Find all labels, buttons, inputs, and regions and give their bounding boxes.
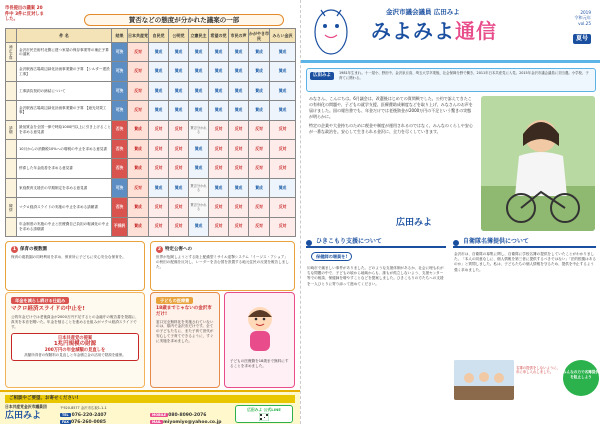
- row-result: 可決: [112, 62, 128, 81]
- pension-text: 公的年金だけでは老後資金が2000万円不足するとの金融庁の報告書を発端に、真実を本音を聞いた。年金を削ることを進める仕組みがマクロ経済スライドです。: [11, 315, 139, 329]
- sdf-photo-caption: 名簿の提供をしないように、市に申し入れしました。: [516, 366, 561, 375]
- vote-cell: 反対: [249, 120, 270, 139]
- vote-cell: 反対: [270, 198, 296, 217]
- row-result: 否決: [112, 198, 128, 217]
- vote-cell: 賛成: [169, 101, 189, 120]
- section-hikikomori-title: [306, 238, 446, 248]
- header-col-1: 結果: [112, 29, 128, 43]
- pension-banner: 年金を減らし続ける仕組み: [11, 297, 69, 304]
- vote-cell: 反対: [229, 159, 249, 178]
- vote-cell: 反対: [209, 120, 229, 139]
- box-nursery-head: [11, 246, 139, 253]
- vote-cell: 反対: [270, 120, 296, 139]
- vote-cell: 賛否分かれる: [189, 120, 209, 139]
- row-category: 請願: [6, 120, 17, 139]
- row-category: [6, 139, 17, 158]
- vote-cell: 反対: [229, 139, 249, 158]
- row-title: 工事請負契約の締結について: [17, 81, 112, 100]
- row-title: 金沢駅西広場周辺緑化計画事業費の予算 【遮光効果工事】: [17, 101, 112, 120]
- vote-cell: 賛成: [209, 81, 229, 100]
- vote-cell: 賛成: [189, 139, 209, 158]
- vote-cell: 反対: [229, 120, 249, 139]
- mobile-number[interactable]: 080-8090-2076: [168, 413, 207, 418]
- child-medical-banner: 子どもの医療費: [156, 297, 193, 304]
- vote-cell: 反対: [209, 159, 229, 178]
- box-pension: [5, 292, 145, 388]
- vote-cell: 賛成: [209, 43, 229, 62]
- tel-number[interactable]: 076-220-2407: [71, 413, 107, 418]
- masthead-date: 2019 令和元年 vol.25: [574, 10, 591, 26]
- line-account-label: 広田みよ 公式LINE: [247, 407, 281, 412]
- child-medical-head: 18歳までじゃないの金沢市だけ!: [156, 306, 212, 317]
- child-illustration-icon: [230, 297, 290, 357]
- vote-cell: 賛成: [270, 43, 296, 62]
- box-missile-head: [156, 246, 289, 253]
- header-cat: [6, 29, 17, 43]
- vote-cell: 賛成: [189, 101, 209, 120]
- contact-party: 日本共産党金沢市議員団: [5, 404, 47, 409]
- vote-cell: 賛成: [249, 43, 270, 62]
- fax-tag: FAX: [62, 420, 69, 424]
- row-title: 停滞した年金改善を求める意見書: [17, 159, 112, 178]
- vote-table-body: [6, 43, 296, 237]
- vote-cell: 賛成: [189, 217, 209, 236]
- profile-tag: 広田みよ: [310, 72, 334, 80]
- vote-cell: 賛成: [128, 139, 149, 158]
- vote-cell: 賛成: [229, 101, 249, 120]
- row-category: [6, 62, 17, 81]
- masthead-subtitle: 金沢市議会議員 広田みよ: [386, 8, 460, 16]
- vote-cell: 賛成: [270, 178, 296, 197]
- section-dot-icon: [453, 240, 459, 246]
- vote-cell: 賛成: [209, 178, 229, 197]
- vote-cell: 賛成: [169, 62, 189, 81]
- mobile-tag: MOBILE: [152, 413, 167, 417]
- jcp-proposal: [11, 333, 139, 361]
- contact-banner: ご相談やご要望、お寄せください!: [5, 395, 295, 403]
- header-col-9: みらい金沢: [270, 29, 296, 43]
- row-result: 可決: [112, 81, 128, 100]
- row-result: 否決: [112, 120, 128, 139]
- header-col-7: 市民の声: [229, 29, 249, 43]
- meeting-photo-icon: [454, 360, 514, 400]
- vote-cell: 賛成: [189, 81, 209, 100]
- child-illustration-text: 子どもの医療費を18歳まで無料にすることを求めました。: [230, 359, 289, 369]
- row-result: 否決: [112, 139, 128, 158]
- vote-cell: 反対: [149, 198, 169, 217]
- vote-cell: 賛成: [249, 62, 270, 81]
- vote-cell: 賛成: [189, 43, 209, 62]
- proposal-head: 日本共産党の提案: [57, 335, 93, 341]
- table-row: [6, 139, 296, 158]
- vote-cell: 反対: [149, 217, 169, 236]
- table-row: [6, 62, 296, 81]
- row-title: 最低賃金を全国一律で時給1000円以上に引き上げることを求める意見書: [17, 120, 112, 139]
- header-col-5: 立憲民主: [189, 29, 209, 43]
- box-missile-title: 特定公害への: [165, 247, 192, 252]
- section-dot-icon: [306, 240, 312, 246]
- header-col-2: 日本共産党: [128, 29, 149, 43]
- contact-address: 〒920-8577 金沢市広坂1-1-1: [60, 406, 107, 410]
- vote-cell: 反対: [209, 198, 229, 217]
- greeting-para-1: みなさん、こんにちは。6月議会は、改選後はじめての質問戦でした。公約で訴えてきたこの有料化の問題や、子どもの就学支援、医療費助成制度などを取り上げ、みなさんのお声を届けました。国の報告書でも、年金だけでは老後資金が2000万円の不足という驚きの実態が明らかに。: [309, 96, 473, 119]
- table-row: [6, 81, 296, 100]
- pension-headline: マクロ経済スライドの中止を!: [11, 306, 85, 313]
- row-title: 家庭教育支援法の早期制定を求める意見書: [17, 178, 112, 197]
- row-category: [6, 101, 17, 120]
- row-category: [6, 81, 17, 100]
- vote-cell: 賛成: [270, 81, 296, 100]
- table-row: [6, 159, 296, 178]
- line-account[interactable]: [235, 405, 293, 423]
- proposal-mid: 200万円の年金減額の見直しを: [44, 347, 106, 353]
- vote-cell: 反対: [249, 217, 270, 236]
- vote-cell: 賛成: [128, 217, 149, 236]
- mail-address[interactable]: miyomiyo@yahoo.co.jp: [163, 420, 222, 424]
- section-sdf-body: 金沢市は、自衛隊の募集に関し、自衛隊に学校名簿の提供をしていたことがわかりました。「本人の同意なしに、個人情報を第三者に提供するべきではない」「法的根拠はあるのか」と質問しました。私は、子どもたちの個人情報を守るため、提供を中止するよう強く求めました。: [454, 252, 596, 272]
- table-row: [6, 43, 296, 62]
- vote-cell: 賛成: [229, 178, 249, 197]
- vote-cell: 反対: [229, 198, 249, 217]
- intro-note: 市長提出の議案 20件中 3件に反対しました。: [5, 6, 44, 23]
- vote-cell: 反対: [270, 159, 296, 178]
- masthead-issue: 夏号: [573, 34, 591, 44]
- vote-cell: 反対: [249, 139, 270, 158]
- section-hikikomori-label: ひきこもり支援について: [316, 238, 382, 245]
- vote-cell: 賛成: [149, 43, 169, 62]
- section-hikikomori-body: 川崎市で痛ましい事件がありました。どのような支援体制があるか、社会に埋もれがちな問題の中で、子どもの頃から地域からも、誰もが孤立しないよう、支援センター等での相談、保健師を増やすことなどを提案しました。ひきこもりの方たちへの支援を一人ひとりに寄り添って進めてください。: [307, 266, 444, 286]
- header-col-0: 件 名: [17, 29, 112, 43]
- line-qr-icon: [259, 413, 269, 421]
- mail-tag: MAIL: [152, 420, 162, 424]
- row-title: 金沢駅西広場周辺緑化計画事業費の予算 【シルター建設工事】: [17, 62, 112, 81]
- box-child-medical: [150, 292, 220, 388]
- box-nursery-title: 保育の複数園: [20, 247, 47, 252]
- box-nursery: [5, 241, 145, 291]
- vote-cell: 賛成: [270, 62, 296, 81]
- proposal-small: 高額所得者の保険料の見直しと年金積立金の活用で財源を確保。: [24, 353, 126, 358]
- table-row: [6, 198, 296, 217]
- vote-cell: 賛成: [149, 101, 169, 120]
- masthead-stripe: [301, 60, 600, 63]
- row-result: 可決: [112, 43, 128, 62]
- contact-bar: [0, 390, 300, 424]
- masthead-title: [371, 19, 497, 44]
- vote-cell: 反対: [169, 159, 189, 178]
- vote-cell: 賛成: [169, 43, 189, 62]
- vote-cell: 賛否分かれる: [189, 178, 209, 197]
- vote-cell: 反対: [270, 217, 296, 236]
- row-category: 補正予算: [6, 43, 17, 62]
- row-category: 陳情: [6, 198, 17, 217]
- child-medical-text: 窓口完全無料化を実施されていないのは、県内で金沢市だけです。全ての子どもたちに、また子育て世代が安心して子育てできるように、すぐに実施を求めました。: [156, 319, 214, 343]
- vote-table-title: 賛否などの態度が分かれた議案の一部: [84, 14, 284, 26]
- vote-cell: 反対: [209, 217, 229, 236]
- vote-cell: 反対: [128, 81, 149, 100]
- vote-cell: 賛成: [189, 159, 209, 178]
- contact-mail: [150, 420, 221, 424]
- vote-cell: 賛成: [149, 62, 169, 81]
- contact-name: 広田みよ: [5, 411, 42, 421]
- vote-cell: 賛成: [229, 62, 249, 81]
- header-col-8: かがやき市民: [249, 30, 269, 41]
- vote-table: [5, 28, 296, 237]
- box-missile-number: 2: [157, 247, 162, 252]
- vote-cell: 賛成: [128, 198, 149, 217]
- row-title: 金沢市民芸術村北側に建つ家屋の保存事業等の補正予算の議案: [17, 43, 112, 62]
- vote-cell: 賛成: [128, 159, 149, 178]
- signature: 広田みよ: [396, 218, 433, 228]
- vote-cell: 賛成: [270, 101, 296, 120]
- vote-table-header: [6, 29, 296, 43]
- right-page: [300, 0, 600, 424]
- portrait-photo: [481, 96, 595, 231]
- vote-cell: 賛成: [149, 178, 169, 197]
- box-child-illustration: [224, 292, 295, 388]
- box-missile-text: 世界が危険しようとする陸上配備型ミサイル迎撃システム「イージス・アショア」の秋田の配備を反対し、レーダーを含む国を設置する地元住民の反発を報告しました。: [156, 255, 289, 269]
- vote-cell: 賛成: [209, 101, 229, 120]
- sdf-badge: みんなの力で名簿提供を阻止しよう: [563, 360, 599, 396]
- row-category: [6, 217, 17, 236]
- tel-tag: TEL: [62, 413, 69, 417]
- profile-box: [306, 68, 596, 92]
- row-title: 年金制度の実施の中止と医療費自己負担の軽減化の中止を求める請願書: [17, 217, 112, 236]
- masthead-title-main: みよみよ: [371, 19, 455, 43]
- masthead: [301, 0, 600, 62]
- contact-fax: [60, 420, 106, 424]
- row-result: 可決: [112, 101, 128, 120]
- vote-cell: 反対: [169, 198, 189, 217]
- contact-mobile: [150, 413, 206, 419]
- header-col-4: 公明党: [169, 29, 189, 43]
- row-result: 不採択: [112, 217, 128, 236]
- section-sdf-label: 自衛隊名簿提供について: [463, 238, 529, 245]
- contact-tel: [60, 413, 107, 419]
- vote-cell: 反対: [249, 198, 270, 217]
- box-missile: [150, 241, 295, 291]
- vote-cell: 賛成: [189, 62, 209, 81]
- table-row: [6, 120, 296, 139]
- greeting-text: [309, 96, 474, 135]
- box-nursery-text: 保育の複数園の同時利用を求め、保育所に子どもに安心安全な保育を。: [11, 255, 126, 259]
- vote-cell: 賛成: [229, 43, 249, 62]
- vote-cell: 賛成: [128, 120, 149, 139]
- portrait-illustration-icon: [481, 96, 595, 231]
- vote-cell: 反対: [128, 62, 149, 81]
- vote-cell: 反対: [149, 159, 169, 178]
- vote-cell: 賛成: [149, 81, 169, 100]
- vote-cell: 反対: [128, 178, 149, 197]
- header-col-6: 希望の党: [209, 29, 229, 43]
- vote-cell: 反対: [169, 139, 189, 158]
- row-title: 10月からの消費税10%への増税の中止を求める意見書: [17, 139, 112, 158]
- greeting-para-2: 特定の企業や大金持ちのために税金や制度が運用されるのではなく、みんなのくらしや安心が一番な政治を。安心して生きられる金沢に、全力を尽くしていきます。: [309, 123, 473, 134]
- vote-cell: 賛成: [169, 178, 189, 197]
- vote-cell: 反対: [128, 43, 149, 62]
- masthead-title-accent: 通信: [455, 19, 497, 43]
- vote-cell: 賛成: [249, 101, 270, 120]
- row-result: 否決: [112, 159, 128, 178]
- vote-cell: 反対: [209, 139, 229, 158]
- vote-cell: 賛成: [249, 81, 270, 100]
- vote-cell: 反対: [149, 120, 169, 139]
- vote-cell: 反対: [169, 120, 189, 139]
- fax-number: 076-260-0085: [70, 420, 107, 424]
- vote-cell: 賛成: [249, 178, 270, 197]
- header-col-3: 自民党: [149, 29, 169, 43]
- vote-cell: 反対: [128, 101, 149, 120]
- row-category: [6, 178, 17, 197]
- table-row: [6, 178, 296, 197]
- vote-cell: 賛成: [229, 81, 249, 100]
- section-hikikomori-tag: 保健師の増員を!: [311, 252, 352, 261]
- mascot-icon: [311, 2, 351, 58]
- table-row: [6, 217, 296, 236]
- proposal-big: 1兆円規模の財源: [53, 341, 97, 348]
- row-category: [6, 159, 17, 178]
- box-nursery-number: 1: [12, 247, 17, 252]
- section-sdf-title: [453, 238, 596, 248]
- vote-cell: 反対: [149, 139, 169, 158]
- sdf-photo: [454, 360, 514, 400]
- vote-cell: 反対: [229, 217, 249, 236]
- vote-cell: 反対: [249, 159, 270, 178]
- profile-text: 1981年生まれ。十一屋小、野田中、金沢泉丘高、埼玉大学卒業後、社会保障分野で働き、2011年日本共産党に入党。2015年金沢市議会議員に初当選。小学校、子育てに関わる。: [339, 71, 589, 80]
- vote-cell: 賛否分かれる: [189, 198, 209, 217]
- vote-cell: 賛成: [169, 81, 189, 100]
- table-row: [6, 101, 296, 120]
- row-result: 可決: [112, 178, 128, 197]
- vote-table-wrap: [5, 28, 295, 237]
- vote-cell: 反対: [169, 217, 189, 236]
- vote-cell: 賛成: [209, 62, 229, 81]
- row-title: マクロ経済スライドの実施の中止を求める請願書: [17, 198, 112, 217]
- vote-cell: 反対: [270, 139, 296, 158]
